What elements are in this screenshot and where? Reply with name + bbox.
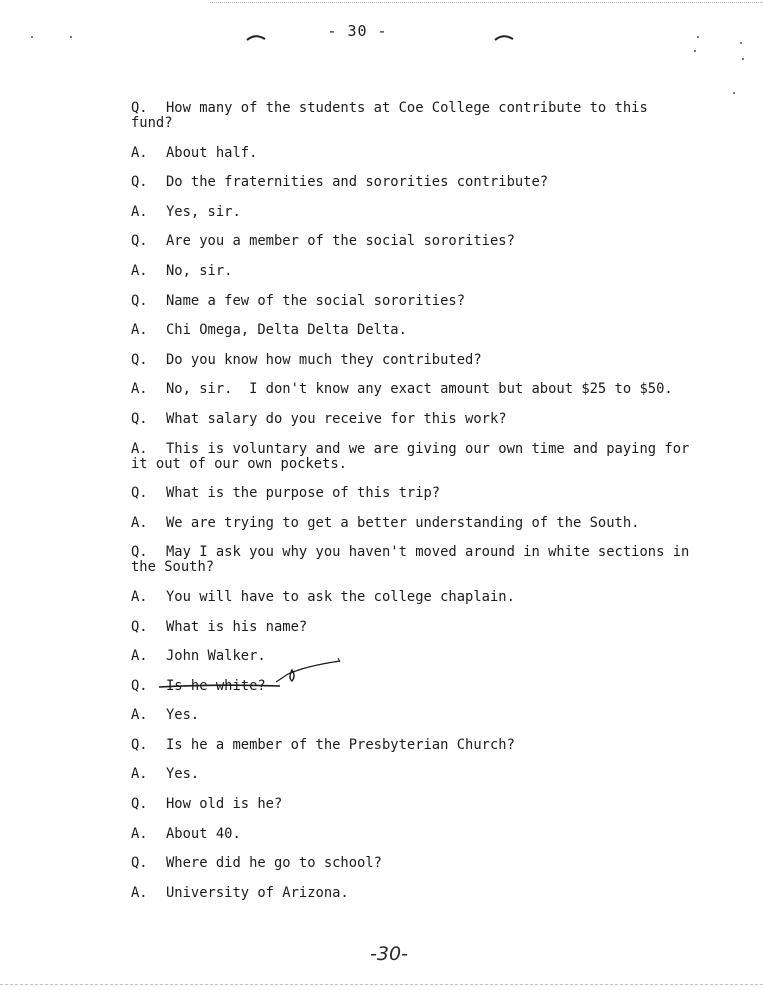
answer-line bbox=[131, 440, 698, 472]
line-text: Yes, sir. bbox=[166, 203, 241, 220]
speaker-marker: A. bbox=[131, 707, 148, 724]
line-text: Where did he go to school? bbox=[166, 855, 382, 872]
line-text: What is the purpose of this trip? bbox=[166, 485, 441, 502]
line-text: No, sir. bbox=[166, 262, 233, 279]
answer-line bbox=[131, 264, 691, 279]
line-text: Do you know how much they contributed? bbox=[166, 351, 482, 368]
interview-transcript bbox=[131, 100, 698, 915]
speaker-marker: Q. bbox=[131, 796, 148, 813]
page-number-footer: -30- bbox=[370, 943, 408, 965]
speck bbox=[740, 42, 742, 44]
speaker-marker: Q. bbox=[131, 485, 148, 502]
question-line bbox=[131, 620, 691, 635]
line-text: Yes. bbox=[166, 766, 200, 783]
answer-line bbox=[131, 708, 691, 723]
speaker-marker: Q. bbox=[131, 855, 148, 872]
question-line bbox=[131, 486, 691, 501]
line-text: University of Arizona. bbox=[166, 884, 349, 901]
page-number-header: - 30 - bbox=[327, 22, 388, 40]
speaker-marker: Q. bbox=[131, 544, 148, 561]
line-text: Yes. bbox=[166, 707, 200, 724]
line-text: How many of the students at Coe College contribute to this fund? bbox=[131, 100, 657, 131]
speaker-marker: A. bbox=[131, 588, 148, 605]
speaker-marker: Q. bbox=[131, 736, 148, 753]
answer-line bbox=[131, 516, 691, 531]
line-text: Do the fraternities and sororities contribute? bbox=[166, 174, 549, 191]
answer-line bbox=[131, 827, 691, 842]
line-text: May I ask you why you haven't moved around in white sections in the South? bbox=[131, 544, 698, 576]
speaker-marker: A. bbox=[131, 884, 148, 901]
speaker-marker: Q. bbox=[131, 174, 148, 191]
bottom-edge-dots bbox=[0, 984, 763, 985]
answer-line bbox=[131, 205, 691, 220]
question-line bbox=[131, 856, 691, 871]
speaker-marker: A. bbox=[131, 648, 148, 665]
answer-line bbox=[131, 382, 691, 397]
line-text: What is his name? bbox=[166, 618, 308, 635]
speaker-marker: A. bbox=[131, 825, 148, 842]
line-text: You will have to ask the college chaplain. bbox=[166, 588, 515, 605]
question-line bbox=[131, 294, 691, 309]
line-text: About half. bbox=[166, 144, 258, 161]
line-text: No, sir. I don't know any exact amount but about $25 to $50. bbox=[166, 381, 673, 398]
question-line bbox=[131, 353, 691, 368]
line-text: What salary do you receive for this work? bbox=[166, 410, 507, 427]
line-text: Are you a member of the social sororities? bbox=[166, 233, 515, 250]
speck bbox=[697, 36, 699, 38]
answer-line bbox=[131, 146, 691, 161]
question-line bbox=[131, 234, 691, 249]
speck bbox=[31, 36, 33, 38]
speaker-marker: A. bbox=[131, 144, 148, 161]
speaker-marker: Q. bbox=[131, 351, 148, 368]
question-line bbox=[131, 412, 691, 427]
line-text: About 40. bbox=[166, 825, 241, 842]
line-text: How old is he? bbox=[166, 796, 283, 813]
answer-line bbox=[131, 767, 691, 782]
question-line bbox=[131, 797, 691, 812]
speaker-marker: Q. bbox=[131, 100, 148, 116]
speaker-marker: Q. bbox=[131, 233, 148, 250]
speaker-marker: A. bbox=[131, 514, 148, 531]
speaker-marker: A. bbox=[131, 381, 148, 398]
handwritten-underline-mark bbox=[156, 656, 346, 696]
speaker-marker: Q. bbox=[131, 677, 148, 694]
speaker-marker: Q. bbox=[131, 410, 148, 427]
speaker-marker: A. bbox=[131, 440, 148, 457]
speaker-marker: A. bbox=[131, 322, 148, 339]
line-text: John Walker. bbox=[166, 648, 266, 665]
line-text: Is he white? bbox=[166, 677, 266, 694]
speaker-marker: Q. bbox=[131, 618, 148, 635]
speck bbox=[742, 58, 744, 60]
typewriter-mark-right bbox=[494, 32, 514, 42]
answer-line bbox=[131, 323, 691, 338]
speck bbox=[70, 36, 72, 38]
top-edge-dots bbox=[210, 2, 763, 3]
line-text: Chi Omega, Delta Delta Delta. bbox=[166, 322, 407, 339]
speaker-marker: Q. bbox=[131, 292, 148, 309]
line-text: Name a few of the social sororities? bbox=[166, 292, 466, 309]
question-line bbox=[131, 175, 691, 190]
speaker-marker: A. bbox=[131, 766, 148, 783]
speck bbox=[694, 50, 696, 52]
line-text: Is he a member of the Presbyterian Church? bbox=[166, 736, 515, 753]
speaker-marker: A. bbox=[131, 203, 148, 220]
answer-line bbox=[131, 590, 691, 605]
line-text: We are trying to get a better understanding of the South. bbox=[166, 514, 640, 531]
answer-line bbox=[131, 886, 691, 901]
question-line bbox=[131, 738, 691, 753]
question-line bbox=[131, 544, 698, 576]
speck bbox=[733, 92, 735, 94]
speaker-marker: A. bbox=[131, 262, 148, 279]
line-text: This is voluntary and we are giving our own time and paying for it out of our own pockets. bbox=[131, 440, 698, 472]
question-line bbox=[131, 101, 691, 131]
